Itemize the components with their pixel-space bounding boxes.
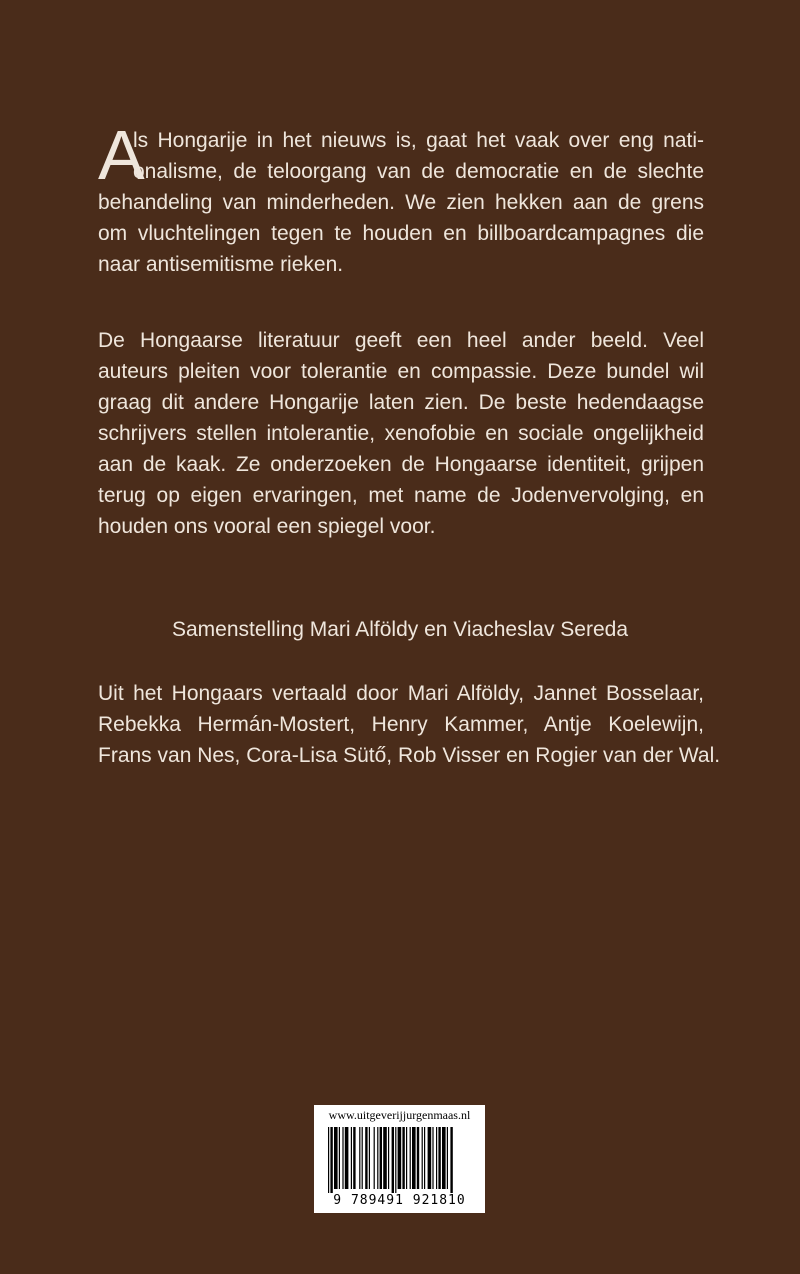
barcode-bar [365, 1127, 367, 1189]
barcode-bar [392, 1127, 394, 1193]
barcode-bar [377, 1127, 378, 1189]
barcode-bar [450, 1127, 452, 1193]
barcode-bar [351, 1127, 352, 1189]
description-paragraph [98, 325, 704, 542]
barcode-bar [353, 1127, 355, 1189]
barcode-bar [438, 1127, 440, 1189]
paragraph-line: Frans van Nes, Cora-Lisa Sütő, Rob Visser en Rogier van der Wal. [98, 744, 721, 767]
paragraph-line: terug op eigen ervaringen, met name de Jodenvervolging, en [98, 484, 704, 507]
paragraph-line: onalisme, de teloorgang van de democratie en de slechte [133, 160, 704, 183]
paragraph-line: naar antisemitisme rieken. [98, 253, 344, 276]
paragraph-line: De Hongaarse literatuur geeft een heel ander beeld. Veel [98, 329, 704, 352]
barcode-bar [398, 1127, 402, 1189]
isbn-digits: 9 789491 921810 [333, 1193, 466, 1208]
barcode-bar [383, 1127, 387, 1189]
paragraph-line: graag dit andere Hongarije laten zien. De beste hedendaagse [98, 391, 704, 414]
barcode-bar [436, 1127, 437, 1189]
barcode-bar [388, 1127, 389, 1189]
barcode-bar [417, 1127, 419, 1189]
barcode-bar [422, 1127, 423, 1189]
paragraph-line: ls Hongarije in het nieuws is, gaat het vaak over eng nati- [133, 129, 704, 152]
paragraph-line: behandeling van minderheden. We zien hekken aan de grens [98, 191, 704, 214]
barcode-bar [362, 1127, 363, 1189]
barcode-bar [406, 1127, 407, 1189]
paragraph-line: schrijvers stellen intolerantie, xenofobie en sociale ongelijkheid [98, 422, 704, 445]
intro-paragraph [98, 116, 704, 280]
paragraph-line: auteurs pleiten voor tolerantie en compassie. Deze bundel wil [98, 360, 704, 383]
publisher-url: www.uitgeverijjurgenmaas.nl [328, 1108, 471, 1122]
barcode-bar [442, 1127, 446, 1189]
barcode-bar [432, 1127, 433, 1189]
barcode-bar [410, 1127, 411, 1189]
paragraph-line: Uit het Hongaars vertaald door Mari Alföldy, Jannet Bosselaar, [98, 682, 704, 705]
barcode-bar [359, 1127, 360, 1189]
barcode-bar [330, 1127, 332, 1193]
barcode-bar [328, 1127, 329, 1193]
barcode-bar [424, 1127, 425, 1189]
barcode-bar [374, 1127, 375, 1189]
paragraph-line: aan de kaak. Ze onderzoeken de Hongaarse identiteit, grijpen [98, 453, 704, 476]
barcode-bar [339, 1127, 340, 1189]
barcode-bar [402, 1127, 404, 1189]
drop-cap: A [98, 116, 145, 194]
paragraph-line: houden ons vooral een spiegel voor. [98, 515, 436, 538]
barcode-bar [412, 1127, 416, 1189]
compilation-credit: Samenstelling Mari Alföldy en Viacheslav Sereda [171, 618, 629, 641]
paragraph-line: om vluchtelingen tegen te houden en billboardcampagnes die [98, 222, 704, 245]
barcode-bar [334, 1127, 338, 1189]
barcode-bar [380, 1127, 382, 1189]
barcode-bar [395, 1127, 396, 1193]
isbn-barcode-label [314, 1105, 485, 1213]
barcode-bar [447, 1127, 448, 1189]
barcode-graphic [314, 1125, 485, 1193]
barcode-bar [345, 1127, 349, 1189]
barcode-bar [342, 1127, 343, 1189]
paragraph-line: Rebekka Hermán-Mostert, Henry Kammer, Antje Koelewijn, [98, 713, 704, 736]
barcode-bar [428, 1127, 432, 1189]
barcode-bar [369, 1127, 370, 1189]
translation-credit [98, 678, 721, 771]
